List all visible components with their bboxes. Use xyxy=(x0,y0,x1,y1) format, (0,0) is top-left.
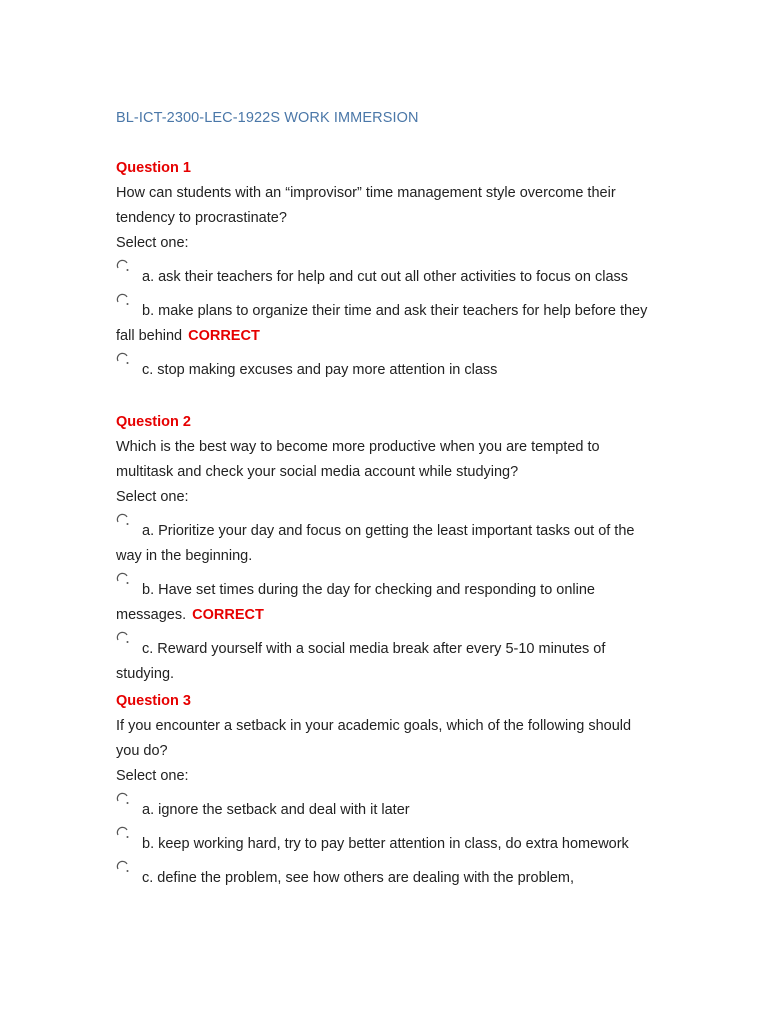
answer-option-a[interactable] xyxy=(116,798,656,823)
course-title: BL-ICT-2300-LEC-1922S WORK IMMERSION xyxy=(116,110,419,126)
question-text: If you encounter a setback in your academic goals, which of the following should you do? xyxy=(116,718,632,759)
question-text: How can students with an “improvisor” time management style overcome their tendency to procrastinate? xyxy=(116,185,616,226)
option-text: c. define the problem, see how others are dealing with the problem, xyxy=(142,870,575,886)
question-heading: Question 3 xyxy=(116,693,191,709)
select-one-label: Select one: xyxy=(116,768,189,784)
question-text: Which is the best way to become more productive when you are tempted to multitask and check your social media account while studying? xyxy=(116,439,600,480)
radio-button-icon[interactable] xyxy=(116,866,142,882)
question-block-1 xyxy=(116,156,656,392)
answer-option-a[interactable] xyxy=(116,265,656,290)
option-text: c. Reward yourself with a social media break after every 5-10 minutes of studying. xyxy=(116,641,606,682)
radio-button-icon[interactable] xyxy=(116,832,142,848)
question-block-2 xyxy=(116,410,656,696)
option-text: a. ignore the setback and deal with it later xyxy=(142,802,410,818)
question-heading: Question 2 xyxy=(116,414,191,430)
question-block-3 xyxy=(116,689,656,900)
radio-button-icon[interactable] xyxy=(116,265,142,281)
correct-marker: CORRECT xyxy=(192,607,264,623)
question-heading: Question 1 xyxy=(116,160,191,176)
answer-option-b[interactable] xyxy=(116,299,656,349)
select-one-label: Select one: xyxy=(116,235,189,251)
radio-button-icon[interactable] xyxy=(116,519,142,535)
radio-button-icon[interactable] xyxy=(116,637,142,653)
option-text: b. keep working hard, try to pay better attention in class, do extra homework xyxy=(142,836,629,852)
answer-option-b[interactable] xyxy=(116,578,656,628)
radio-button-icon[interactable] xyxy=(116,358,142,374)
radio-button-icon[interactable] xyxy=(116,798,142,814)
radio-button-icon[interactable] xyxy=(116,578,142,594)
option-text: a. ask their teachers for help and cut out all other activities to focus on class xyxy=(142,269,629,285)
answer-option-c[interactable] xyxy=(116,637,656,687)
option-text: b. make plans to organize their time and ask their teachers for help before they fall behind xyxy=(116,303,648,344)
option-text: a. Prioritize your day and focus on getting the least important tasks out of the way in the beginning. xyxy=(116,523,635,564)
option-text: b. Have set times during the day for checking and responding to online messages. xyxy=(116,582,595,623)
correct-marker: CORRECT xyxy=(188,328,260,344)
answer-option-a[interactable] xyxy=(116,519,656,569)
radio-button-icon[interactable] xyxy=(116,299,142,315)
select-one-label: Select one: xyxy=(116,489,189,505)
answer-option-c[interactable] xyxy=(116,358,656,383)
answer-option-c[interactable] xyxy=(116,866,656,891)
answer-option-b[interactable] xyxy=(116,832,656,857)
option-text: c. stop making excuses and pay more attention in class xyxy=(142,362,498,378)
